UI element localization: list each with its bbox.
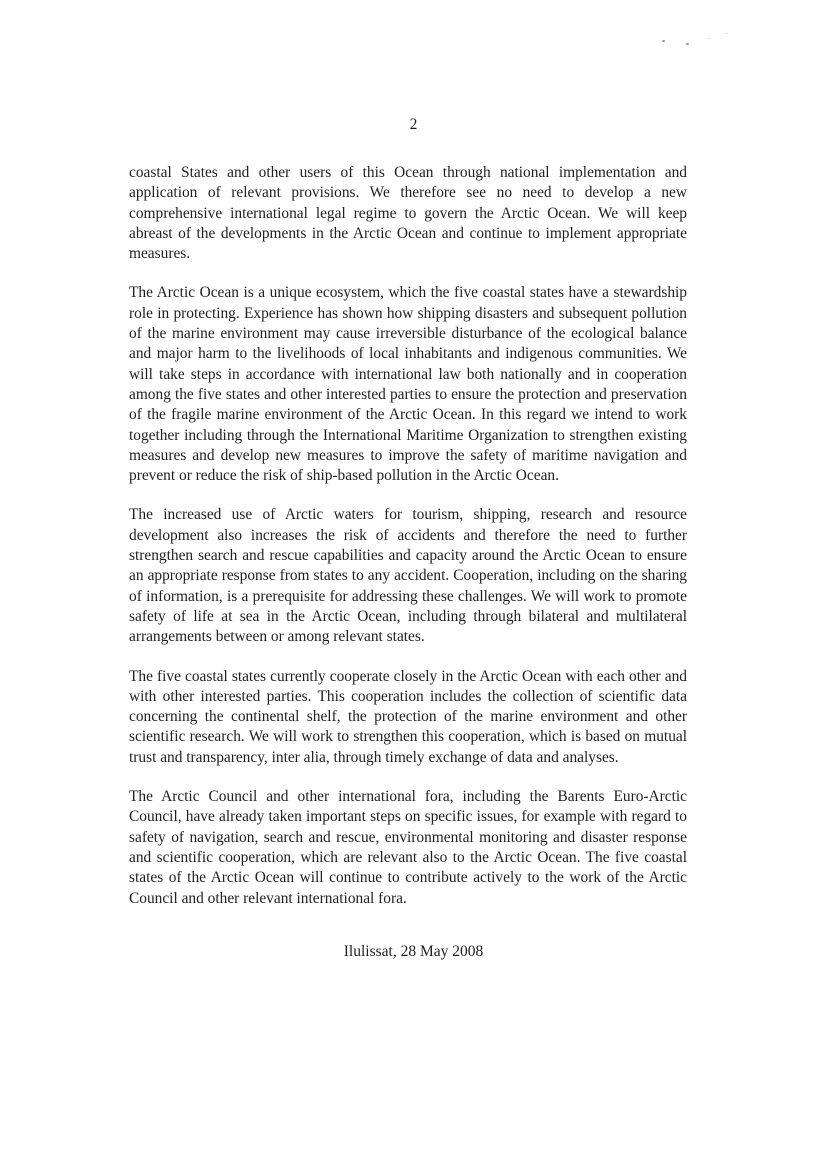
paragraph: The increased use of Arctic waters for tourism, shipping, research and resource development also increases the risk of accidents and therefore the need to further strengthen search and rescue capabilities and capacity around the Arctic Ocean to ensure an appropriate response from states to any accident. Cooperation, including on the sharing of information, is a prerequisite for addressing these challenges. We will work to promote safety of life at sea in the Arctic Ocean, including through bilateral and multilateral arrangements between or among relevant states. — [129, 506, 687, 646]
paragraph: The Arctic Council and other international fora, including the Barents Euro-Arctic Council, have already taken important steps on specific issues, for example with regard to safety of navigation, search and rescue, environmental monitoring and disaster response and scientific cooperation, which are relevant also to the Arctic Ocean. The five coastal states of the Arctic Ocean will continue to contribute actively to the work of the Arctic Council and other relevant international fora. — [129, 788, 687, 907]
document-body — [129, 163, 687, 909]
page-number: 2 — [409, 116, 418, 133]
scan-speck — [686, 43, 689, 45]
scan-speck — [708, 38, 710, 39]
place-date-line: Ilulissat, 28 May 2008 — [343, 943, 484, 960]
paragraph: The five coastal states currently cooperate closely in the Arctic Ocean with each other and with other interested parties. This cooperation includes the collection of scientific data concerning the continental shelf, the protection of the marine environment and other scientific research. We will work to strengthen this cooperation, which is based on mutual trust and transparency, inter alia, through timely exchange of data and analyses. — [129, 667, 687, 766]
paragraph: The Arctic Ocean is a unique ecosystem, which the five coastal states have a stewardship role in protecting. Experience has shown how shipping disasters and subsequent pollution of the marine environment may cause irreversible disturbance of the ecological balance and major harm to the livelihoods of local inhabitants and indigenous communities. We will take steps in accordance with international law both nationally and in cooperation among the five states and other interested parties to ensure the protection and preservation of the fragile marine environment of the Arctic Ocean. In this regard we intend to work together including through the International Maritime Organization to strengthen existing measures and develop new measures to improve the safety of maritime navigation and prevent or reduce the risk of ship-based pollution in the Arctic Ocean. — [129, 284, 687, 485]
paragraph: coastal States and other users of this Ocean through national implementation and application of relevant provisions. We therefore see no need to develop a new comprehensive international legal regime to govern the Arctic Ocean. We will keep abreast of the developments in the Arctic Ocean and continue to implement appropriate measures. — [129, 164, 687, 263]
scan-speck — [662, 40, 665, 42]
scan-speck — [725, 33, 728, 34]
